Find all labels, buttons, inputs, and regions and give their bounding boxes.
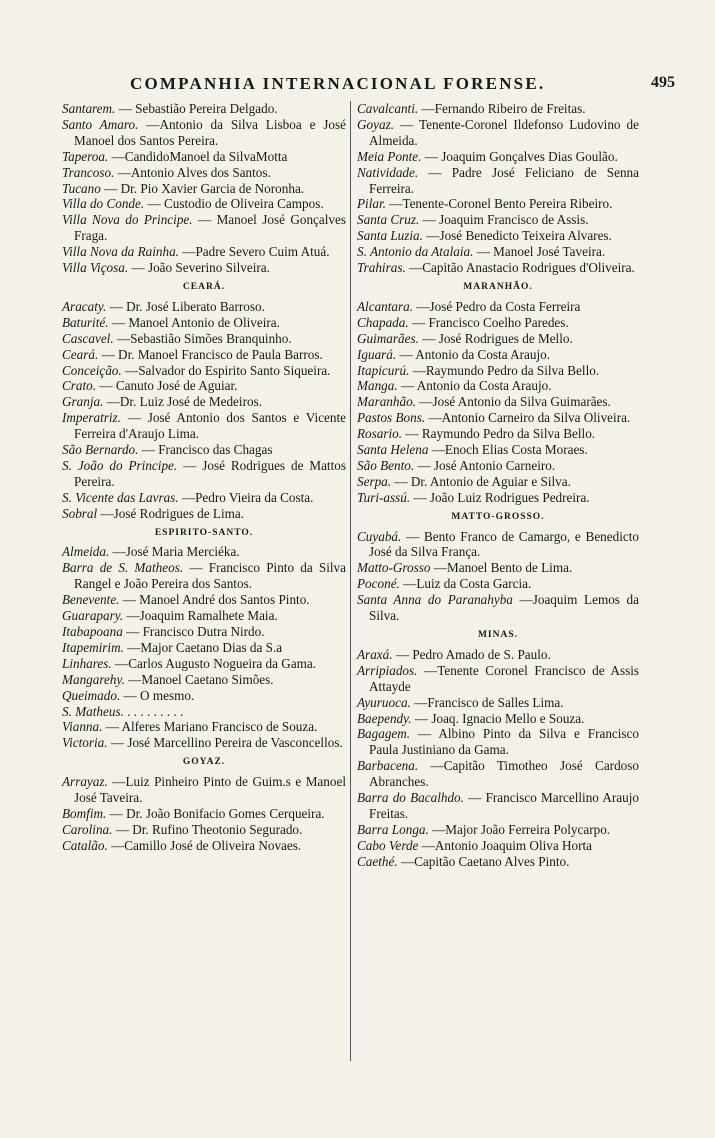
directory-entry	[357, 149, 639, 165]
place-name: Villa Viçosa.	[62, 260, 129, 276]
directory-entry	[62, 806, 346, 822]
place-name: S. João do Principe.	[62, 457, 178, 473]
correspondent-name: —Antonio Joaquim Oliva Horta	[421, 837, 593, 853]
directory-entry	[357, 576, 639, 592]
place-name: S. Matheus.	[62, 703, 124, 719]
place-name: Barra de S. Matheos.	[62, 560, 184, 576]
correspondent-name: — Manoel José Gonçalves Fraga.	[74, 212, 347, 244]
correspondent-name: — Custodio de Oliveira Campos.	[147, 196, 324, 212]
correspondent-name: — Bento Franco de Camargo, e Benedicto José da Silva França.	[369, 528, 639, 560]
place-name: Serpa.	[357, 473, 392, 489]
correspondent-name: —Manoel Caetano Simões.	[128, 671, 274, 687]
page-title: COMPANHIA INTERNACIONAL FORENSE.	[130, 74, 546, 93]
place-name: Carolina.	[62, 821, 113, 837]
correspondent-name: —Padre Severo Cuim Atuá.	[182, 244, 330, 260]
section-heading: MINAS.	[477, 630, 519, 640]
directory-entry	[357, 101, 639, 117]
correspondent-name: —Capitão Caetano Alves Pinto.	[400, 853, 570, 869]
correspondent-name: —Antonio Alves dos Santos.	[117, 164, 271, 180]
correspondent-name: — Joaquim Gonçalves Dias Goulão.	[424, 148, 618, 164]
correspondent-name: — Joaq. Ignacio Mello e Souza.	[414, 710, 585, 726]
directory-entry	[62, 560, 346, 592]
correspondent-name: —Joaquim Lemos da Silva.	[369, 592, 639, 624]
correspondent-name: —Luiz Pinheiro Pinto de Guim.s e Manoel José Taveira.	[74, 774, 346, 806]
place-name: Trahiras.	[357, 260, 406, 276]
correspondent-name: — Albino Pinto da Silva e Francisco Paula Justiniano da Gama.	[369, 726, 640, 758]
place-name: Trancoso.	[62, 164, 115, 180]
directory-entry	[62, 506, 346, 522]
place-name: Araxá.	[357, 646, 393, 662]
correspondent-name: — José Marcellino Pereira de Vasconcellos.	[110, 735, 343, 751]
place-name: Ceará.	[62, 346, 99, 362]
directory-entry	[357, 592, 639, 624]
correspondent-name: — José Rodrigues de Mello.	[422, 330, 573, 346]
directory-entry	[62, 624, 346, 640]
place-name: Ayuruoca.	[357, 694, 411, 710]
correspondent-name: — Francisco Coelho Paredes.	[411, 314, 569, 330]
directory-entry	[62, 212, 346, 244]
directory-entry	[357, 695, 639, 711]
place-name: Goyaz.	[357, 116, 394, 132]
place-name: Itapicurú.	[357, 362, 410, 378]
place-name: Guimarães.	[357, 330, 419, 346]
correspondent-name: — Dr. Pio Xavier Garcia de Noronha.	[104, 180, 305, 196]
place-name: Queimado.	[62, 687, 121, 703]
directory-entry	[62, 608, 346, 624]
place-name: Benevente.	[62, 592, 120, 608]
correspondent-name: —José Maria Merciéka.	[112, 544, 240, 560]
directory-entry	[62, 165, 346, 181]
place-name: Natividade.	[357, 164, 419, 180]
correspondent-name: — Manoel Antonio de Oliveira.	[111, 314, 280, 330]
place-name: Santarem.	[62, 101, 116, 116]
place-name: Almeida.	[62, 544, 110, 560]
correspondent-name: —Manoel Bento de Lima.	[433, 560, 573, 576]
correspondent-name: — Joaquim Francisco de Assis.	[422, 212, 589, 228]
place-name: Itapemirim.	[62, 639, 124, 655]
correspondent-name: — Francisco das Chagas	[141, 442, 273, 458]
directory-entry	[62, 347, 346, 363]
correspondent-name: — Raymundo Pedro da Silva Bello.	[405, 426, 596, 442]
directory-entry	[62, 719, 346, 735]
directory-entry	[357, 822, 639, 838]
place-name: Barra Longa.	[357, 821, 429, 837]
correspondent-name: —Major Caetano Dias da S.a	[127, 639, 283, 655]
directory-entry	[62, 196, 346, 212]
place-name: São Bernardo.	[62, 442, 139, 458]
correspondent-name: — João Luiz Rodrigues Pedreira.	[413, 489, 590, 505]
place-name: Villa Nova do Principe.	[62, 212, 193, 228]
directory-entry	[357, 663, 639, 695]
place-name: Catalão.	[62, 837, 108, 853]
correspondent-name: —Major João Ferreira Polycarpo.	[432, 821, 611, 837]
correspondent-name: —Tenente Coronel Francisco de Assis Attayde	[369, 662, 640, 694]
place-name: Rosario.	[357, 426, 403, 442]
correspondent-name: —Capitão Anastacio Rodrigues d'Oliveira.	[409, 260, 635, 276]
correspondent-name: —Luiz da Costa Garcia.	[403, 576, 532, 592]
place-name: Cascavel.	[62, 330, 114, 346]
correspondent-name: —Antonio da Silva Lisboa e José Manoel dos Santos Pereira.	[74, 116, 346, 148]
directory-entry	[62, 656, 346, 672]
column-divider	[350, 101, 351, 1061]
correspondent-name: — Francisco Dutra Nirdo.	[126, 624, 265, 639]
directory-entry	[357, 410, 639, 426]
section-heading: MARANHÃO.	[463, 281, 533, 292]
correspondent-name: —Antonio Carneiro da Silva Oliveira.	[428, 410, 631, 426]
place-name: Iguará.	[357, 346, 397, 362]
directory-entry	[62, 331, 346, 347]
correspondent-name: —Pedro Vieira da Costa.	[181, 489, 314, 505]
correspondent-name: — José Antonio dos Santos e Vicente Ferreira d'Araujo Lima.	[74, 410, 347, 442]
correspondent-name: — João Severino Silveira.	[131, 260, 270, 276]
place-name: Matto-Grosso	[357, 560, 431, 576]
place-name: S. Antonio da Atalaia.	[357, 244, 474, 260]
directory-entry	[62, 442, 346, 458]
section-heading: GOYAZ.	[182, 757, 226, 768]
place-name: Baturité.	[62, 314, 109, 330]
directory-entry	[62, 181, 346, 197]
directory-entry	[357, 426, 639, 442]
place-name: Turi-assú.	[357, 489, 411, 505]
correspondent-name: — José Rodrigues de Mattos Pereira.	[74, 457, 346, 489]
directory-entry	[357, 726, 639, 758]
right-column	[357, 101, 639, 870]
section-heading: ESPIRITO-SANTO.	[154, 527, 254, 538]
correspondent-name: —CandidoManoel da SilvaMotta	[111, 148, 288, 164]
place-name: Bagagem.	[357, 726, 411, 742]
place-name: São Bento.	[357, 457, 415, 473]
place-name: Caethé.	[357, 853, 398, 869]
directory-entry	[62, 458, 346, 490]
place-name: Crato.	[62, 378, 97, 394]
place-name: Santa Cruz.	[357, 212, 420, 228]
correspondent-name: —Fernando Ribeiro de Freitas.	[421, 101, 586, 116]
place-name: Imperatriz.	[62, 410, 121, 426]
directory-entry	[357, 244, 639, 260]
directory-entry	[357, 347, 639, 363]
place-name: Barra do Bacalhdo.	[357, 790, 464, 806]
place-name: Tucano	[62, 180, 101, 196]
place-name: Baependy.	[357, 710, 412, 726]
directory-entry	[357, 474, 639, 490]
place-name: Taperoa.	[62, 148, 109, 164]
correspondent-name: —José Benedicto Teixeira Alvares.	[426, 228, 612, 244]
correspondent-name: —Francisco de Salles Lima.	[414, 694, 564, 710]
directory-entry	[62, 774, 346, 806]
place-name: Manga.	[357, 378, 398, 394]
directory-entry	[357, 117, 639, 149]
correspondent-name: — Dr. José Liberato Barroso.	[109, 298, 265, 314]
directory-entry	[62, 101, 346, 117]
directory-entry	[62, 378, 346, 394]
place-name: Bomfim.	[62, 805, 107, 821]
directory-entry	[357, 165, 639, 197]
directory-entry	[62, 640, 346, 656]
running-header	[60, 74, 675, 96]
page-number: 495	[651, 74, 675, 91]
correspondent-name: — Dr. Antonio de Aguiar e Silva.	[394, 473, 571, 489]
left-column	[62, 101, 346, 854]
correspondent-name: — Canuto José de Aguiar.	[99, 378, 238, 394]
correspondent-name: — Francisco Pinto da Silva Rangel e João Pereira dos Santos.	[74, 560, 347, 592]
directory-entry	[62, 117, 346, 149]
correspondent-name: — Pedro Amado de S. Paulo.	[395, 646, 551, 662]
directory-entry	[357, 560, 639, 576]
directory-entry	[62, 735, 346, 751]
place-name: Chapada.	[357, 314, 409, 330]
correspondent-name: —José Antonio da Silva Guimarães.	[419, 394, 611, 410]
correspondent-name: —Capitão Timotheo José Cardoso Abranches.	[369, 758, 639, 790]
directory-entry	[62, 822, 346, 838]
place-name: Meia Ponte.	[357, 148, 422, 164]
place-name: Granja.	[62, 394, 104, 410]
directory-entry	[62, 299, 346, 315]
correspondent-name: — Manoel José Taveira.	[476, 244, 606, 260]
correspondent-name: — Antonio da Costa Araujo.	[400, 378, 552, 394]
directory-entry	[357, 838, 639, 854]
section-heading: CEARÁ.	[182, 281, 226, 292]
correspondent-name: — O mesmo.	[123, 687, 195, 703]
place-name: Linhares.	[62, 655, 112, 671]
correspondent-name: — Dr. Manoel Francisco de Paula Barros.	[101, 346, 323, 362]
directory-entry	[62, 410, 346, 442]
directory-entry	[62, 672, 346, 688]
section-heading: MATTO-GROSSO.	[451, 511, 545, 522]
correspondent-name: — Dr. Rufino Theotonio Segurado.	[115, 821, 303, 837]
correspondent-name: —José Pedro da Costa Ferreira	[416, 298, 581, 314]
correspondent-name: —Dr. Luiz José de Medeiros.	[106, 394, 262, 410]
correspondent-name: —José Rodrigues de Lima.	[100, 505, 245, 521]
place-name: Vianna.	[62, 719, 103, 735]
directory-entry	[357, 790, 639, 822]
place-name: Santa Helena	[357, 442, 429, 458]
directory-entry	[62, 244, 346, 260]
place-name: Arripiados.	[357, 662, 418, 678]
correspondent-name: — Alferes Mariano Francisco de Souza.	[105, 719, 318, 735]
place-name: Santo Amaro.	[62, 116, 139, 132]
place-name: Pastos Bons.	[357, 410, 426, 426]
place-name: Cabo Verde	[357, 837, 419, 853]
correspondent-name: — José Antonio Carneiro.	[417, 457, 556, 473]
correspondent-name: —Carlos Augusto Nogueira da Gama.	[115, 655, 317, 671]
directory-entry	[357, 490, 639, 506]
place-name: Itabapoana	[62, 624, 123, 639]
place-name: Cuyabá.	[357, 528, 402, 544]
correspondent-name: — Manoel André dos Santos Pinto.	[122, 592, 310, 608]
directory-entry	[62, 592, 346, 608]
correspondent-name: —Sebastião Simões Branquinho.	[116, 330, 292, 346]
directory-entry	[357, 260, 639, 276]
correspondent-name: —Salvador do Espirito Santo Siqueira.	[125, 362, 331, 378]
directory-entry	[62, 394, 346, 410]
correspondent-name: . . . . . . . . .	[127, 703, 184, 719]
place-name: S. Vicente das Lavras.	[62, 489, 179, 505]
place-name: Alcantara.	[357, 298, 414, 314]
place-name: Santa Anna do Paranahyba	[357, 592, 513, 608]
directory-entry	[357, 758, 639, 790]
correspondent-name: — Sebastião Pereira Delgado.	[118, 101, 278, 116]
directory-entry	[62, 149, 346, 165]
directory-entry	[357, 529, 639, 561]
correspondent-name: — Francisco Marcellino Araujo Freitas.	[369, 790, 639, 821]
directory-entry	[62, 363, 346, 379]
place-name: Maranhão.	[357, 394, 416, 410]
directory-entry	[62, 490, 346, 506]
directory-entry	[62, 704, 346, 720]
directory-entry	[357, 196, 639, 212]
correspondent-name: — Padre José Feliciano de Senna Ferreira.	[369, 164, 639, 196]
place-name: Santa Luzia.	[357, 228, 423, 244]
place-name: Sobral	[62, 505, 98, 521]
place-name: Victoria.	[62, 735, 108, 751]
correspondent-name: —Joaquim Ramalhete Maia.	[126, 608, 278, 624]
place-name: Aracaty.	[62, 298, 107, 314]
directory-entry	[357, 458, 639, 474]
place-name: Conceição.	[62, 362, 122, 378]
place-name: Barbacena.	[357, 758, 419, 774]
correspondent-name: — Tenente-Coronel Ildefonso Ludovino de Almeida.	[369, 116, 639, 148]
correspondent-name: —Raymundo Pedro da Silva Bello.	[412, 362, 600, 378]
directory-entry	[357, 363, 639, 379]
directory-entry	[62, 315, 346, 331]
correspondent-name: —Enoch Elias Costa Moraes.	[431, 442, 588, 458]
directory-entry	[357, 315, 639, 331]
directory-entry	[357, 378, 639, 394]
place-name: Arrayaz.	[62, 774, 108, 790]
directory-entry	[357, 854, 639, 870]
directory-entry	[357, 299, 639, 315]
directory-entry	[357, 212, 639, 228]
place-name: Guarapary.	[62, 608, 124, 624]
place-name: Mangarehy.	[62, 671, 125, 687]
correspondent-name: — Dr. João Bonifacio Gomes Cerqueira.	[109, 805, 325, 821]
directory-entry	[62, 838, 346, 854]
place-name: Cavalcanti.	[357, 101, 419, 116]
directory-entry	[62, 544, 346, 560]
directory-entry	[357, 647, 639, 663]
place-name: Poconé.	[357, 576, 400, 592]
correspondent-name: —Tenente-Coronel Bento Pereira Ribeiro.	[389, 196, 613, 212]
directory-entry	[357, 331, 639, 347]
directory-entry	[62, 688, 346, 704]
correspondent-name: —Camillo José de Oliveira Novaes.	[111, 837, 302, 853]
directory-entry	[357, 711, 639, 727]
directory-entry	[357, 228, 639, 244]
place-name: Villa Nova da Rainha.	[62, 244, 179, 260]
place-name: Villa do Conde.	[62, 196, 145, 212]
directory-entry	[357, 394, 639, 410]
place-name: Pilar.	[357, 196, 386, 212]
directory-entry	[357, 442, 639, 458]
correspondent-name: — Antonio da Costa Araujo.	[399, 346, 551, 362]
directory-entry	[62, 260, 346, 276]
